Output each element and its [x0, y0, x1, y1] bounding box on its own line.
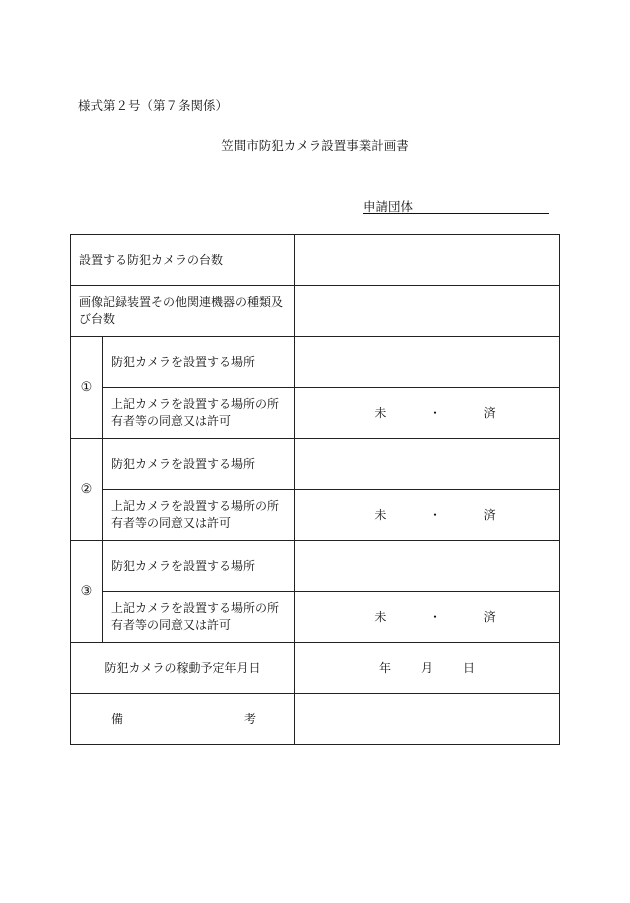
operation-date-row: [71, 643, 560, 694]
remarks-label-right: 考: [244, 711, 257, 726]
camera-count-label: 設置する防犯カメラの台数: [71, 235, 295, 286]
remarks-label-left: 備: [111, 711, 124, 726]
year-unit: 年: [378, 660, 391, 675]
location-3-place-row: [71, 541, 560, 592]
operation-date-input[interactable]: [295, 643, 560, 694]
consent-not-yet[interactable]: 未: [374, 609, 387, 624]
consent-separator: ・: [428, 405, 441, 420]
location-number: ①: [71, 337, 103, 439]
applicant-label: 申請団体: [363, 199, 414, 214]
application-form-table: [70, 234, 560, 745]
consent-label: 上記カメラを設置する場所の所有者等の同意又は許可: [103, 592, 295, 643]
consent-not-yet[interactable]: 未: [374, 405, 387, 420]
consent-options[interactable]: [295, 592, 560, 643]
place-label: 防犯カメラを設置する場所: [103, 337, 295, 388]
remarks-row: [71, 694, 560, 745]
consent-options[interactable]: [295, 490, 560, 541]
camera-count-row: [71, 235, 560, 286]
place-input[interactable]: [295, 541, 560, 592]
month-unit: 月: [421, 660, 434, 675]
camera-count-input[interactable]: [295, 235, 560, 286]
consent-separator: ・: [428, 507, 441, 522]
location-1-place-row: [71, 337, 560, 388]
place-input[interactable]: [295, 337, 560, 388]
document-title: 笠間市防犯カメラ設置事業計画書: [221, 138, 409, 153]
equipment-row: [71, 286, 560, 337]
location-3-consent-row: [71, 592, 560, 643]
location-number: ③: [71, 541, 103, 643]
consent-label: 上記カメラを設置する場所の所有者等の同意又は許可: [103, 388, 295, 439]
location-1-consent-row: [71, 388, 560, 439]
consent-not-yet[interactable]: 未: [374, 507, 387, 522]
remarks-label: [71, 694, 295, 745]
equipment-label: 画像記録装置その他関連機器の種類及び台数: [71, 286, 295, 337]
consent-done[interactable]: 済: [483, 507, 496, 522]
equipment-input[interactable]: [295, 286, 560, 337]
consent-options[interactable]: [295, 388, 560, 439]
location-number: ②: [71, 439, 103, 541]
place-label: 防犯カメラを設置する場所: [103, 439, 295, 490]
place-input[interactable]: [295, 439, 560, 490]
consent-done[interactable]: 済: [483, 609, 496, 624]
location-2-consent-row: [71, 490, 560, 541]
form-number: 様式第２号（第７条関係）: [78, 98, 229, 113]
consent-separator: ・: [428, 609, 441, 624]
consent-done[interactable]: 済: [483, 405, 496, 420]
consent-label: 上記カメラを設置する場所の所有者等の同意又は許可: [103, 490, 295, 541]
place-label: 防犯カメラを設置する場所: [103, 541, 295, 592]
remarks-input[interactable]: [295, 694, 560, 745]
operation-date-label: 防犯カメラの稼動予定年月日: [71, 643, 295, 694]
location-2-place-row: [71, 439, 560, 490]
applicant-field[interactable]: [363, 197, 549, 214]
day-unit: 日: [463, 660, 476, 675]
